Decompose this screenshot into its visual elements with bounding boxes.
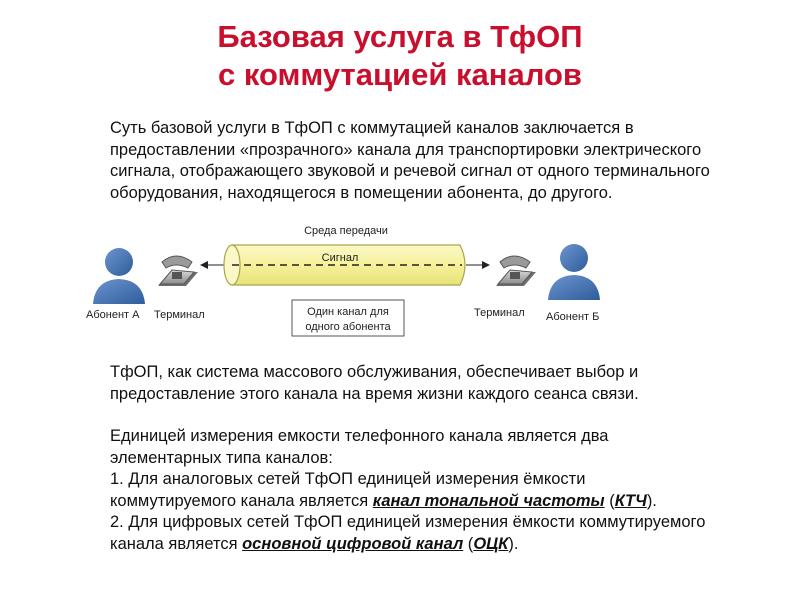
terminal-b-label: Терминал (474, 307, 525, 319)
medium-label: Среда передачи (304, 225, 388, 237)
capacity-text: ). (508, 534, 519, 553)
capacity-line (110, 534, 770, 556)
ocк-term: основной цифровой канал (242, 534, 464, 553)
capacity-line: элементарных типа каналов: (110, 448, 333, 467)
capacity-text: ( (463, 534, 474, 553)
signal-label: Сигнал (321, 252, 359, 264)
terminal-a-label: Терминал (154, 309, 205, 321)
person-icon-b (548, 244, 600, 300)
capacity-line: 1. Для аналоговых сетей ТфОП единицей измерения ёмкости (110, 470, 586, 488)
phone-icon-b (496, 256, 536, 286)
capacity-text: коммутируемого канала является (110, 491, 373, 510)
ock-abbr: ОЦК (473, 534, 509, 553)
intro-line: сигнала, отображающего звуковой и речевой сигнал от одного терминального (110, 162, 710, 180)
capacity-line: 2. Для цифровых сетей ТфОП единицей измерения ёмкости коммутируемого (110, 513, 706, 531)
service-line: ТфОП, как система массового обслуживания, обеспечивает выбор и (110, 363, 639, 381)
intro-line: оборудования, находящегося в помещении абонента, до другого. (110, 183, 613, 202)
phone-icon-a (158, 256, 198, 286)
person-icon-a (93, 248, 145, 304)
capacity-text: ( (604, 491, 615, 510)
intro-line: предоставлении «прозрачного» канала для транспортировки электрического (110, 140, 702, 159)
ktch-abbr: КТЧ (614, 491, 647, 510)
ktch-term: канал тональной частоты (372, 491, 605, 510)
service-paragraph (110, 362, 770, 405)
capacity-paragraph (110, 426, 770, 555)
capacity-line (110, 491, 770, 513)
capacity-text: ). (646, 491, 657, 510)
subscriber-b-label: Абонент Б (546, 311, 600, 323)
title-line-2: с коммутацией каналов (217, 57, 582, 92)
title-line-1: Базовая услуга в ТфОП (217, 19, 583, 54)
transmission-pipe (224, 245, 465, 285)
capacity-line: Единицей измерения емкости телефонного канала является два (110, 427, 609, 445)
channel-box-line-2: одного абонента (305, 321, 391, 333)
subscriber-a-label: Абонент А (86, 309, 140, 321)
channel-box-line-1: Один канал для (307, 306, 389, 318)
intro-line: Суть базовой услуги в ТфОП с коммутацией каналов заключается в (110, 119, 634, 137)
service-line: предоставление этого канала на время жизни каждого сеанса связи. (110, 384, 639, 403)
capacity-text: канала является (110, 534, 243, 553)
